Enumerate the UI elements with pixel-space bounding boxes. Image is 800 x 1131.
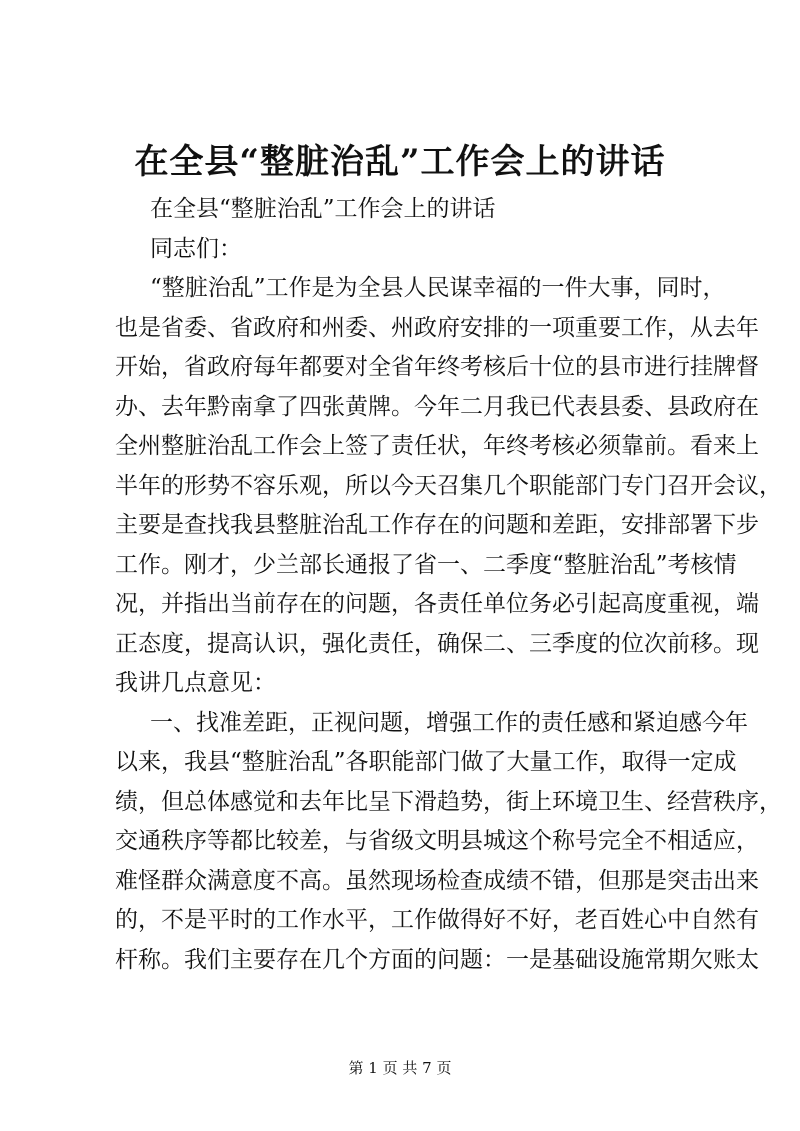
body-line: 绩，但总体感觉和去年比呈下滑趋势，街上环境卫生、经营秩序， — [115, 788, 782, 815]
body-line: 我讲几点意见： — [115, 670, 276, 696]
document-title: 在全县“整脏治乱”工作会上的讲话 — [134, 142, 666, 182]
body-line: 以来，我县“整脏治乱”各职能部门做了大量工作，取得一定成 — [115, 749, 737, 775]
document-body — [115, 190, 782, 980]
body-line: 在全县“整脏治乱”工作会上的讲话 — [150, 196, 496, 222]
body-line: 开始，省政府每年都要对全省年终考核后十位的县市进行挂牌督 — [115, 354, 759, 380]
body-line: 交通秩序等都比较差，与省级文明县城这个称号完全不相适应， — [115, 828, 759, 854]
body-line: 主要是查找我县整脏治乱工作存在的问题和差距，安排部署下步 — [115, 512, 759, 538]
body-line: 杆称。我们主要存在几个方面的问题：一是基础设施常期欠账太 — [115, 946, 759, 973]
body-line: 的，不是平时的工作水平，工作做得好不好，老百姓心中自然有 — [115, 907, 759, 933]
body-line: 况，并指出当前存在的问题，各责任单位务必引起高度重视，端 — [115, 591, 759, 617]
body-line: 正态度，提高认识，强化责任，确保二、三季度的位次前移。现 — [115, 630, 759, 657]
body-line: 难怪群众满意度不高。虽然现场检查成绩不错，但那是突击出来 — [115, 867, 759, 894]
body-line: 工作。刚才，少兰部长通报了省一、二季度“整脏治乱”考核情 — [115, 551, 737, 578]
body-line: 全州整脏治乱工作会上签了责任状，年终考核必须靠前。看来上 — [115, 433, 759, 459]
body-line: 也是省委、省政府和州委、州政府安排的一项重要工作，从去年 — [115, 314, 759, 341]
body-line: 半年的形势不容乐观，所以今天召集几个职能部门专门召开会议， — [115, 472, 782, 499]
body-line: 一、找准差距，正视问题，增强工作的责任感和紧迫感今年 — [150, 709, 748, 736]
body-line: 办、去年黔南拿了四张黄牌。今年二月我已代表县委、县政府在 — [115, 393, 759, 420]
body-line: 同志们： — [150, 235, 242, 262]
body-line: “整脏治乱”工作是为全县人民谋幸福的一件大事，同时， — [150, 275, 726, 301]
page-footer: 第 1 页 共 7 页 — [348, 1059, 452, 1077]
